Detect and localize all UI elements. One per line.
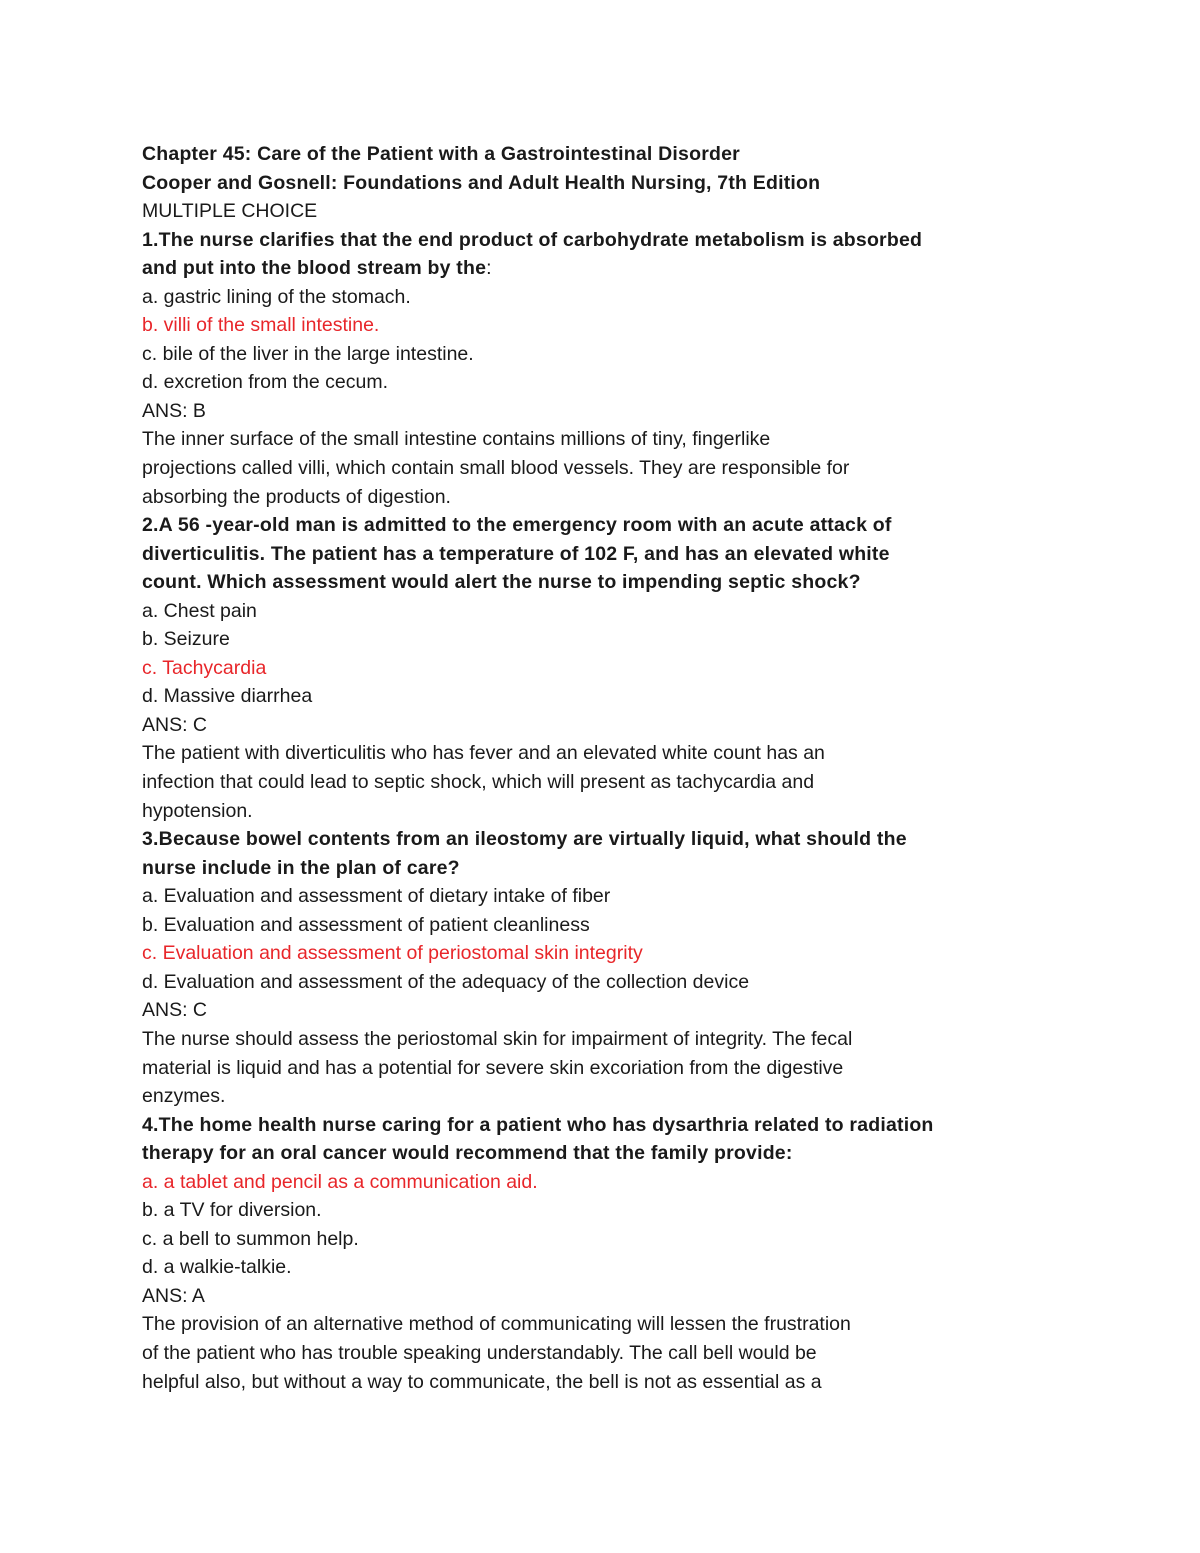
answer-option-d: d. Evaluation and assessment of the adequacy of the collection device — [142, 970, 750, 993]
section-heading: MULTIPLE CHOICE — [142, 200, 318, 223]
rationale-line: enzymes. — [142, 1085, 226, 1108]
answer-option-b-correct: b. villi of the small intestine. — [142, 314, 380, 337]
rationale-line: projections called villi, which contain small blood vessels. They are responsible for — [142, 457, 850, 480]
answer-option-c: c. a bell to summon help. — [142, 1227, 359, 1250]
question-stem: diverticulitis. The patient has a temperature of 102 F, and has an elevated white — [142, 542, 890, 565]
question-stem: count. Which assessment would alert the nurse to impending septic shock? — [142, 571, 861, 594]
answer-option-d: d. Massive diarrhea — [142, 685, 313, 708]
answer-option-a: a. Chest pain — [142, 599, 257, 622]
answer-option-c-correct: c. Tachycardia — [142, 656, 267, 679]
answer-option-b: b. a TV for diversion. — [142, 1199, 322, 1222]
question-stem: 4.The home health nurse caring for a patient who has dysarthria related to radiation — [142, 1113, 934, 1136]
rationale-line: absorbing the products of digestion. — [142, 485, 451, 508]
answer-option-a: a. gastric lining of the stomach. — [142, 285, 411, 308]
answer-option-a: a. Evaluation and assessment of dietary intake of fiber — [142, 885, 611, 908]
answer-option-b: b. Seizure — [142, 628, 230, 651]
question-stem-colon: : — [486, 257, 492, 280]
answer-option-a-correct: a. a tablet and pencil as a communication aid. — [142, 1170, 538, 1193]
question-stem-text: and put into the blood stream by the — [142, 257, 487, 280]
rationale-line: infection that could lead to septic shock, which will present as tachycardia and — [142, 771, 815, 794]
answer-option-b: b. Evaluation and assessment of patient cleanliness — [142, 913, 590, 936]
answer-key: ANS: C — [142, 713, 208, 736]
question-stem: nurse include in the plan of care? — [142, 856, 460, 879]
document-page — [142, 140, 1042, 1396]
question-stem: therapy for an oral cancer would recommend that the family provide: — [142, 1142, 793, 1165]
answer-key: ANS: C — [142, 999, 208, 1022]
question-stem: 2.A 56 -year-old man is admitted to the emergency room with an acute attack of — [142, 514, 892, 537]
answer-option-c: c. bile of the liver in the large intestine. — [142, 342, 474, 365]
answer-option-d: d. excretion from the cecum. — [142, 371, 389, 394]
rationale-line: of the patient who has trouble speaking understandably. The call bell would be — [142, 1341, 817, 1364]
rationale-line: material is liquid and has a potential for severe skin excoriation from the digestive — [142, 1056, 844, 1079]
question-stem: 1.The nurse clarifies that the end product of carbohydrate metabolism is absorbed — [142, 228, 923, 251]
answer-key: ANS: B — [142, 399, 206, 422]
answer-option-d: d. a walkie-talkie. — [142, 1256, 292, 1279]
question-4 — [142, 1111, 1042, 1396]
answer-option-c-correct: c. Evaluation and assessment of periostomal skin integrity — [142, 942, 643, 965]
question-stem — [142, 254, 1042, 283]
question-stem: 3.Because bowel contents from an ileostomy are virtually liquid, what should the — [142, 828, 907, 851]
question-1 — [142, 226, 1042, 511]
rationale-line: hypotension. — [142, 799, 253, 822]
question-3 — [142, 825, 1042, 1110]
answer-key: ANS: A — [142, 1284, 205, 1307]
question-2 — [142, 511, 1042, 825]
rationale-line: The provision of an alternative method of communicating will lessen the frustration — [142, 1313, 851, 1336]
rationale-line: The patient with diverticulitis who has fever and an elevated white count has an — [142, 742, 825, 765]
rationale-line: The nurse should assess the periostomal skin for impairment of integrity. The fecal — [142, 1027, 853, 1050]
rationale-line: helpful also, but without a way to communicate, the bell is not as essential as a — [142, 1370, 822, 1393]
rationale-line: The inner surface of the small intestine contains millions of tiny, fingerlike — [142, 428, 771, 451]
book-title: Cooper and Gosnell: Foundations and Adult Health Nursing, 7th Edition — [142, 171, 821, 194]
chapter-title: Chapter 45: Care of the Patient with a Gastrointestinal Disorder — [142, 143, 740, 165]
